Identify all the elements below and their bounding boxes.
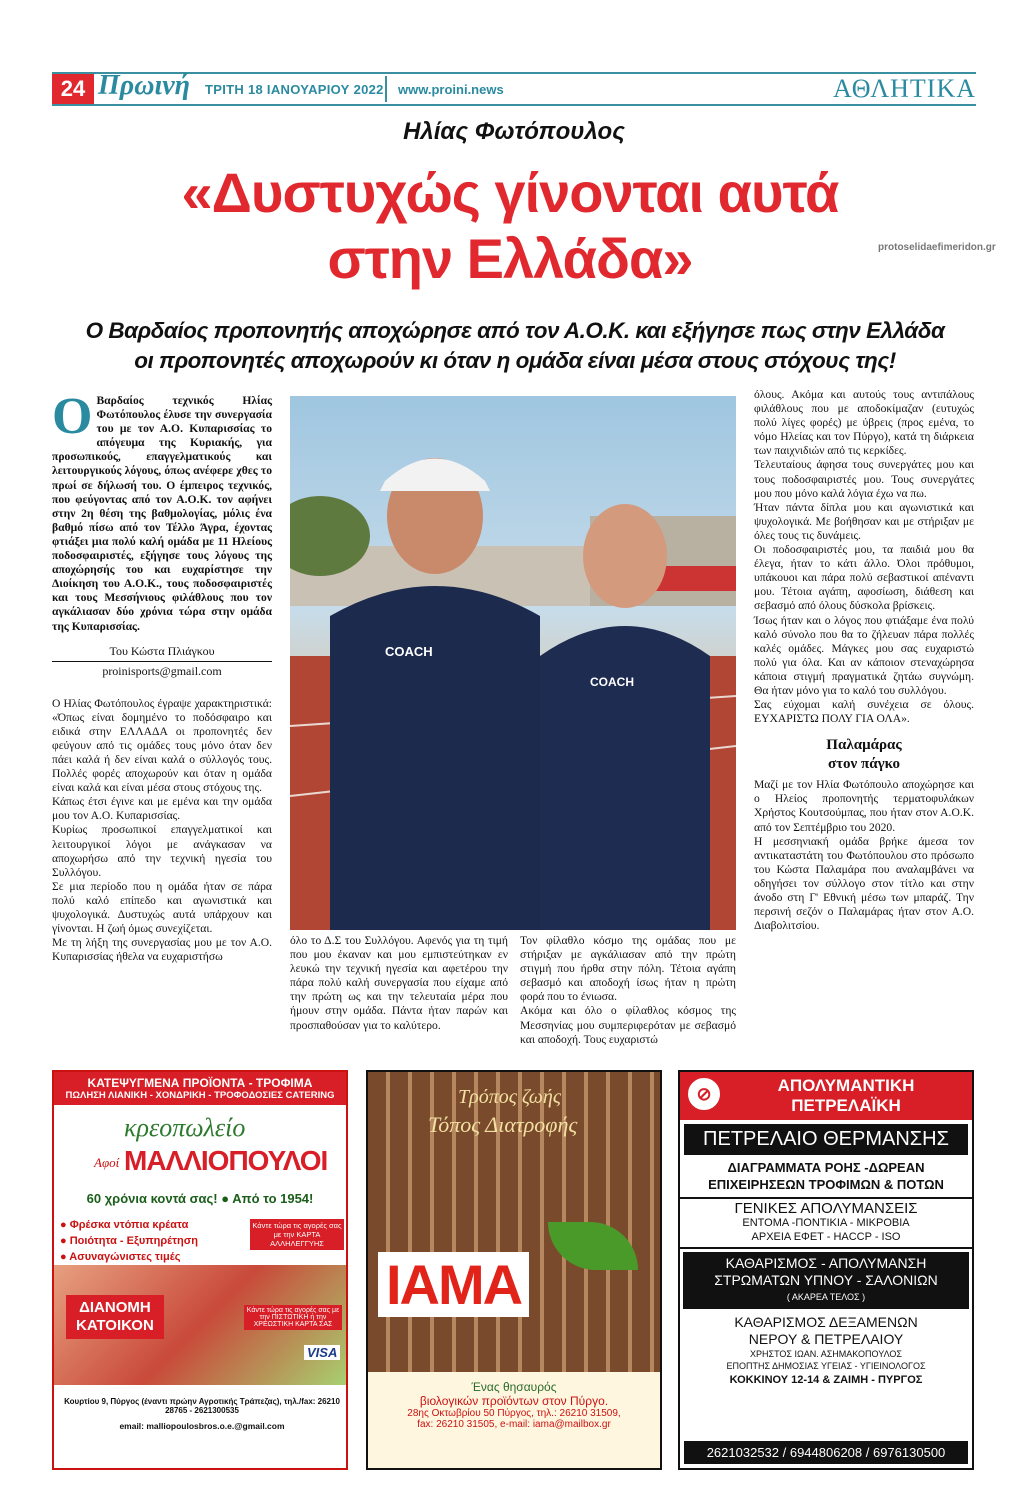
ad1-card-note-2: Κάντε τώρα τις αγορές σας με την ΠΙΣΤΩΤΙΚΗ ή την ΧΡΕΩΣΤΙΚΗ ΚΑΡΤΑ ΣΑΣ	[244, 1305, 342, 1330]
headline-line-1: «Δυστυχώς γίνονται αυτά	[181, 161, 839, 224]
ad1-afoi: Αφοί	[94, 1155, 120, 1170]
body-paragraph: Τελευταίους άφησα τους συνεργάτες μου και τους ποδοσφαιριστές μου. Τους συνεργάτες μου που μόνο καλά λόγια έχω να πω.	[754, 458, 974, 500]
ad3-gen-3: ΑΡΧΕΙΑ ΕΦΕΤ - HACCP - ISO	[751, 1231, 901, 1243]
ad3-diag-2: ΕΠΙΧΕΙΡΗΣΕΩΝ ΤΡΟΦΙΜΩΝ & ΠΟΤΩΝ	[708, 1177, 944, 1192]
body-paragraph: όλο το Δ.Σ του Συλλόγου. Αφενός για τη τιμή που μου έκαναν και μου εμπιστεύτηκαν εν λευκώ την τεχνική ηγεσία και αφετέρου την πάρα πολύ καλή συνεργασία που είχαμε από την πρώτη ως και την τελευταία μέρα που ήμουν στην ομάδα. Πάντα ήταν παρών και προσπαθούσαν για το καλύτερο.	[290, 934, 508, 1032]
body-paragraph: Οι ποδοσφαιριστές μου, τα παιδιά μου θα έλεγα, ήταν το κάτι άλλο. Όλοι πρόθυμοι, υπάκουοι και πάρα πολύ σεβαστικοί απέναντι μου. Τέτοια αγάπη, αφοσίωση, διάθεση και σεβασμό από όλους δύσκολα βρίσκεις.	[754, 543, 974, 613]
ad2-brand: ΙΑΜΑ	[378, 1252, 529, 1317]
article-lead: Ο Βαρδαίος τεχνικός Ηλίας Φωτόπουλος έλυσε την συνεργασία του με τον Α.Ο. Κυπαρισσίας το απόγευμα της Κυριακής, για προσωπικούς, επαγγελματικούς και λειτουργικούς λόγους, όπως ανέφερε χθες το πρωί σε δήλωσή του. Ο έμπειρος τεχνικός, που φεύγοντας από τον Α.Ο.Κ. τον αφήνει στην 2η θέση της βαθμολογίας, μόλις ένα βαθμό πίσω από τον Τέλλο Άγρα, έχοντας φτιάξει μια πολύ καλή ομάδα με 11 Ηλείους ποδοσφαιριστές, εξήγησε τους λόγους της αποχώρησής του και ευχαρίστησε την Διοίκηση του Α.Ο.Κ., τους ποδοσφαιριστές και τους Μεσσήνιους φιλάθλους που τον αγκάλιασαν δύο χρόνια τώρα στην ομάδα της Κυπαρισσίας.	[52, 388, 272, 633]
byline-author: Του Κώστα Πλιάγκου	[109, 643, 215, 658]
ad-disinfection[interactable]	[678, 1070, 974, 1470]
drop-cap: Ο	[52, 388, 93, 445]
ad1-bullet: ● Ποιότητα - Εξυπηρέτηση	[60, 1235, 199, 1247]
newspaper-logo: Πρωινή	[98, 70, 191, 101]
ad-butcher[interactable]	[52, 1070, 348, 1470]
column-2	[290, 934, 508, 1033]
body-paragraph: Τον φίλαθλο κόσμο της ομάδας που με στήριξαν με αγκάλιασαν από την πρώτη στιγμή που ήρθα στην πόλη. Τέτοια αγάπη σεβασμό και αποδοχή ίσως ήταν η πρώτη φορά που το ένιωσα.	[520, 934, 736, 1004]
ad3-address: ΚΟΚΚΙΝΟΥ 12-14 & ΖΑΙΜΗ - ΠΥΡΓΟΣ	[729, 1374, 923, 1386]
photo-illustration	[290, 396, 736, 930]
ad1-brand: ΜΑΛΛΙΟΠΟΥΛΟΙ	[124, 1145, 328, 1176]
ad3-fuel: ΠΕΤΡΕΛΑΙΟ ΘΕΡΜΑΝΣΗΣ	[684, 1124, 968, 1155]
body-paragraph: Ο Ηλίας Φωτόπουλος έγραψε χαρακτηριστικά: «Όπως είναι δομημένο το ποδόσφαιρο και ειδικά στην ΕΛΛΑΔΑ οι προπονητές δεν φεύγουν από τις ομάδες τους μόνο όταν δεν πάει καλά ή δεν είναι καλά ο σύλλογός τους. Πολλές φορές αποχωρούν και όταν η ομάδα είναι καλά και είναι μέσα στους στόχους της.	[52, 696, 272, 795]
article-photo	[290, 396, 736, 930]
body-paragraph: Κυρίως προσωπικοί επαγγελματικοί και λειτουργικοί λόγοι με ανάγκασαν να αποχωρήσω από την τεχνική ηγεσία του Συλλόγου.	[52, 823, 272, 879]
ad3-clean-1: ΚΑΘΑΡΙΣΜΟΣ - ΑΠΟΛΥΜΑΝΣΗ	[725, 1255, 927, 1271]
body-paragraph: Η μεσσηνιακή ομάδα βρήκε άμεσα τον αντικαταστάτη του Φωτόπουλου στο πρόσωπο του Κώστα Παλαμάρα που αναλαμβάνει να οδηγήσει τον σύλλογο στον τίτλο και στην άνοδο στη Γ' Εθνική μέσω των μπαράζ. Την περσινή σεζόν ο Παλαμάρας ήταν στον Α.Ο. Διαβολιτσίου.	[754, 834, 974, 933]
ad3-header: ⊘ ΑΠΟΛΥΜΑΝΤΙΚΗ ΠΕΤΡΕΛΑΪΚΗ	[680, 1072, 972, 1120]
body-paragraph: όλους. Ακόμα και αυτούς τους αντιπάλους φιλάθλους που με αποδοκίμαζαν (ευτυχώς πολύ λίγες φορές) με ύβρεις (προς εμένα, το νόμο Ηλείας και τον Πύργο), κατά τη διάρκεια των παιχνιδιών από τις κερκίδες.	[754, 388, 974, 458]
column-4	[754, 388, 974, 933]
byline-email[interactable]: proinisports@gmail.com	[102, 663, 222, 678]
ad3-person-1: ΧΡΗΣΤΟΣ ΙΩΑΝ. ΑΣΗΜΑΚΟΠΟΥΛΟΣ	[750, 1349, 902, 1359]
ad1-delivery: ΔΙΑΝΟΜΗ ΚΑΤΟΙΚΟΝ	[66, 1295, 164, 1339]
ad1-tagline-1: 60 χρόνια κοντά σας!	[86, 1191, 218, 1206]
ad2-script-1: Τρόπος ζωής	[458, 1086, 561, 1108]
body-paragraph: Ήταν πάντα δίπλα μου και αγωνιστικά και ψυχολογικά. Με βοήθησαν και με στήριξαν με όλες τους τις δυνάμεις.	[754, 500, 974, 542]
subhead-line-1: Ο Βαρδαίος προπονητής αποχώρησε από τον Α.Ο.Κ. και εξήγησε πως στην Ελλάδα	[85, 318, 945, 343]
ad2-line-4[interactable]: fax: 26210 31505, e-mail: iama@mailbox.gr	[417, 1419, 611, 1430]
ad2-line-3: 28ης Οκτωβρίου 50 Πύργος, τηλ.: 26210 31509,	[407, 1408, 621, 1419]
subsection-title: Παλαμάρας στον πάγκο	[826, 737, 902, 773]
shirt-text-left: COACH	[385, 644, 433, 659]
column-3	[520, 934, 736, 1047]
body-paragraph: Ακόμα και όλο ο φίλαθλος κόσμος της Μεσσηνίας μου συμπεριφερόταν με σεβασμό και αποδοχή. Τους ευχαριστώ	[520, 1004, 736, 1046]
subhead-line-2: οι προπονητές αποχωρούν κι όταν η ομάδα είναι μέσα στους στόχους της!	[134, 348, 896, 373]
ad1-header: ΚΑΤΕΨΥΓΜΕΝΑ ΠΡΟΪΟΝΤΑ - ΤΡΟΦΙΜΑ ΠΩΛΗΣΗ ΛΙΑΝΙΚΗ - ΧΟΝΔΡΙΚΗ - ΤΡΟΦΟΔΟΣΙΕΣ CATERING	[54, 1072, 346, 1105]
ad3-tank-1: ΚΑΘΑΡΙΣΜΟΣ ΔΕΞΑΜΕΝΩΝ	[734, 1314, 918, 1330]
article-kicker: Ηλίας Φωτόπουλος	[403, 118, 625, 145]
header-rule-bottom	[52, 104, 976, 106]
issue-date: ΤΡΙΤΗ 18 ΙΑΝΟΥΑΡΙΟΥ 2022	[205, 82, 384, 97]
ad1-email[interactable]: email: malliopoulosbros.o.e.@gmail.com	[119, 1421, 285, 1431]
ad2-line-2: βιολογικών προϊόντων στον Πύργο.	[419, 1394, 609, 1408]
visa-icon: VISA	[304, 1345, 340, 1360]
no-pest-icon: ⊘	[688, 1078, 720, 1110]
ad-iama[interactable]	[366, 1070, 662, 1470]
ad2-script-2: Τόπος Διατροφής	[428, 1112, 578, 1137]
body-paragraph: Κάπως έτσι έγινε και με εμένα και την ομάδα μου τον Α.Ο. Κυπαρισσίας.	[52, 795, 272, 823]
headline-line-2: στην Ελλάδα»	[327, 227, 693, 290]
body-paragraph: Με τη λήξη της συνεργασίας μου με τον Α.Ο. Κυπαρισσίας ήθελα να ευχαριστήσω	[52, 936, 272, 964]
byline-rule	[52, 661, 272, 662]
ad3-diag-1: ΔΙΑΓΡΑΜΜΑΤΑ ΡΟΗΣ -ΔΩΡΕΑΝ	[727, 1160, 925, 1175]
ad3-clean-3: ( ΑΚΑΡΕΑ ΤΕΛΟΣ )	[786, 1292, 866, 1302]
ad3-gen-1: ΓΕΝΙΚΕΣ ΑΠΟΛΥΜΑΝΣΕΙΣ	[734, 1200, 918, 1217]
ad1-script: κρεοπωλείο	[124, 1113, 246, 1142]
body-paragraph: Μαζί με τον Ηλία Φωτόπουλο αποχώρησε και ο Ηλείος προπονητής τερματοφυλάκων Χρήστος Κουτσούμπας, που ήταν στον Α.Ο.Κ. από τον Σεπτέμβριο του 2020.	[754, 778, 974, 834]
article-headline	[120, 160, 900, 292]
ad2-line-1: Ένας θησαυρός	[471, 1380, 557, 1394]
ad1-bullet: ● Φρέσκα ντόπια κρέατα	[60, 1219, 189, 1231]
section-name: ΑΘΛΗΤΙΚΑ	[833, 74, 976, 103]
ad3-clean-2: ΣΤΡΩΜΑΤΩΝ ΥΠΝΟΥ - ΣΑΛΟΝΙΩΝ	[714, 1272, 938, 1288]
shirt-text-right: COACH	[590, 675, 634, 689]
ad1-bullet: ● Ασυναγώνιστες τιμές	[60, 1251, 181, 1263]
ad3-person-2: ΕΠΟΠΤΗΣ ΔΗΜΟΣΙΑΣ ΥΓΕΙΑΣ - ΥΓΙΕΙΝΟΛΟΓΟΣ	[726, 1361, 926, 1371]
source-credit: protoselidaefimeridon.gr	[878, 242, 996, 253]
article-subhead	[70, 316, 960, 376]
page-number: 24	[52, 74, 94, 104]
ad1-address: Κουρτίου 9, Πύργος (έναντι πρώην Αγροτικής Τράπεζας), τηλ./fax: 26210 28765 - 2621300535	[64, 1397, 340, 1415]
ad3-phones[interactable]: 2621032532 / 6944806208 / 6976130500	[684, 1441, 968, 1464]
header-separator	[385, 76, 387, 102]
ad3-tank-2: ΝΕΡΟΥ & ΠΕΤΡΕΛΑΙΟΥ	[748, 1331, 904, 1347]
website-link[interactable]: www.proini.news	[398, 82, 504, 97]
ad1-card-note: Κάντε τώρα τις αγορές σας με την ΚΑΡΤΑ ΑΛΛΗΛΕΓΓΥΗΣ	[250, 1219, 344, 1250]
body-paragraph: Σε μια περίοδο που η ομάδα ήταν σε πάρα πολύ καλό επίπεδο και αγωνιστικά και ψυχολογικά. Δυστυχώς αυτά υπάρχουν και γίνονται. Η ζωή όμως συνεχίζεται.	[52, 879, 272, 936]
ad1-tagline-2: ● Από το 1954!	[221, 1191, 314, 1206]
body-paragraph: Σας εύχομαι καλή συνέχεια σε όλους. ΕΥΧΑΡΙΣΤΩ ΠΟΛΥ ΓΙΑ ΟΛΑ».	[754, 698, 974, 726]
column-1	[52, 388, 272, 964]
body-paragraph: Ίσως ήταν και ο λόγος που φτιάξαμε ένα πολύ καλό σύνολο που θα το ζήλευαν πάρα πολλές καλές ομάδες. Μάγκες μου σας ευχαριστώ πολύ για όλα. Και αν κάποιον στεναχώρησα κάποια στιγμή πραγματικά ζητάω συγνώμη. Θα ήταν μόνο για το καλό του συλλόγου.	[754, 613, 974, 697]
ad3-gen-2: ΕΝΤΟΜΑ -ΠΟΝΤΙΚΙΑ - ΜΙΚΡΟΒΙΑ	[742, 1217, 910, 1229]
